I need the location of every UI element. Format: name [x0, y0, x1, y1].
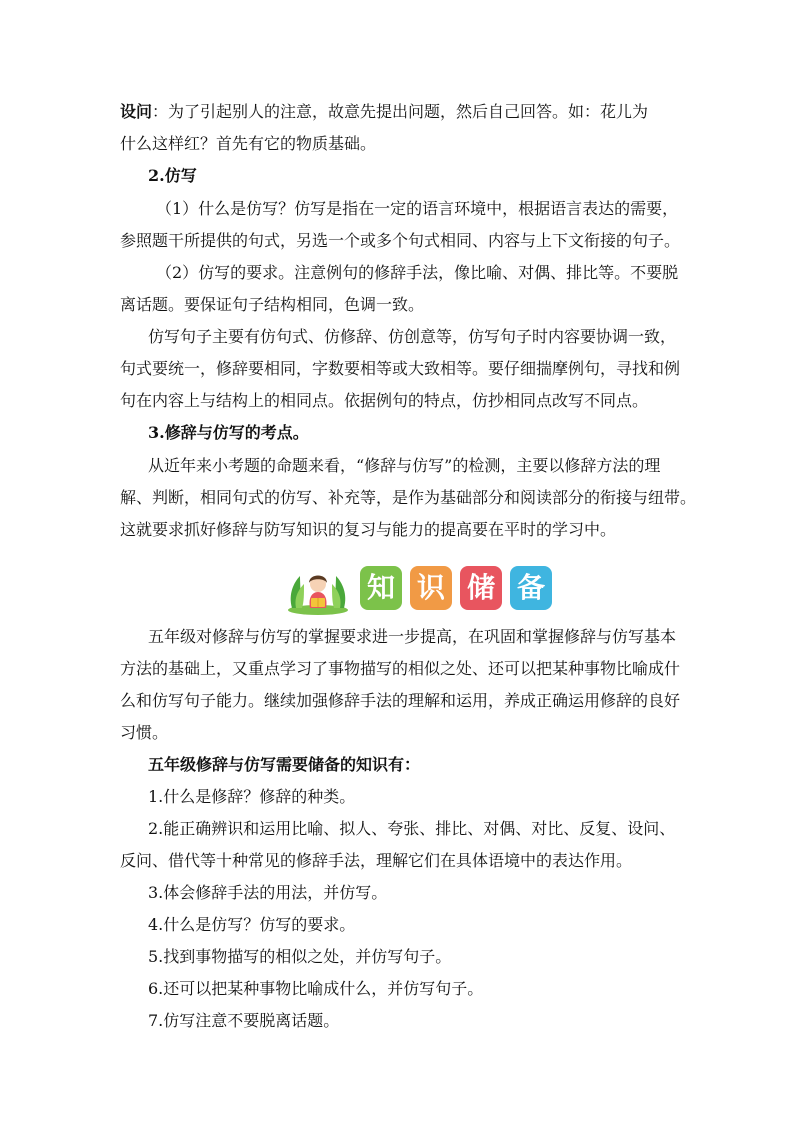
banner-char-tile-3: 储	[460, 566, 502, 610]
banner-char-tile-2: 识	[410, 566, 452, 610]
list-item-7: 7.仿写注意不要脱离话题。	[148, 1011, 340, 1030]
paragraph-grade5-line-1: 五年级对修辞与仿写的掌握要求进一步提高，在巩固和掌握修辞与仿写基本	[148, 627, 677, 646]
list-item-2-line-2: 反问、借代等十种常见的修辞手法，理解它们在具体语境中的表达作用。	[120, 851, 633, 870]
list-item-2-line-1: 2.能正确辨识和运用比喻、拟人、夸张、排比、对偶、对比、反复、设问、	[148, 819, 676, 838]
girl-reading-illustration-icon	[286, 564, 350, 616]
banner-char-tile-1: 知	[360, 566, 402, 610]
list-item-1: 1.什么是修辞？修辞的种类。	[148, 787, 356, 806]
paragraph-exam-points-line-3: 这就要求抓好修辞与防写知识的复习与能力的提高要在平时的学习中。	[120, 520, 617, 539]
paragraph-exam-points-line-2: 解、判断，相同句式的仿写、补充等，是作为基础部分和阅读部分的衔接与纽带。	[120, 488, 697, 507]
heading-exam-points: 3.修辞与仿写的考点。	[148, 423, 309, 442]
rhetorical-question-term: 设问	[120, 102, 153, 121]
knowledge-reserve-banner	[286, 562, 546, 618]
paragraph-imitation-types-line-1: 仿写句子主要有仿句式、仿修辞、仿创意等，仿写句子时内容要协调一致，	[148, 327, 677, 346]
paragraph-grade5-line-2: 方法的基础上，又重点学习了事物描写的相似之处、还可以把某种事物比喻成什	[120, 659, 681, 678]
list-item-3: 3.体会修辞手法的用法，并仿写。	[148, 883, 388, 902]
rhetorical-question-definition: ：为了引起别人的注意，故意先提出问题，然后自己回答。如：花儿为	[152, 102, 649, 121]
list-item-5: 5.找到事物描写的相似之处，并仿写句子。	[148, 947, 452, 966]
banner-char-tile-4: 备	[510, 566, 552, 610]
paragraph-grade5-line-4: 习惯。	[120, 723, 169, 742]
heading-imitation: 2.仿写	[148, 166, 197, 185]
paragraph-imitation-requirements-line-1: （2）仿写的要求。注意例句的修辞手法，像比喻、对偶、排比等。不要脱	[156, 263, 679, 282]
paragraph-exam-points-line-1: 从近年来小考题的命题来看，“修辞与仿写”的检测，主要以修辞方法的理	[148, 456, 661, 475]
rhetorical-question-line-1	[120, 101, 648, 123]
paragraph-grade5-line-3: 么和仿写句子能力。继续加强修辞手法的理解和运用，养成正确运用修辞的良好	[120, 691, 681, 710]
list-item-4: 4.什么是仿写？仿写的要求。	[148, 915, 356, 934]
paragraph-imitation-requirements-line-2: 离话题。要保证句子结构相同，色调一致。	[120, 295, 425, 314]
paragraph-what-is-imitation-line-1: （1）什么是仿写？仿写是指在一定的语言环境中，根据语言表达的需要，	[156, 199, 679, 218]
heading-knowledge-list: 五年级修辞与仿写需要储备的知识有：	[148, 755, 421, 774]
paragraph-imitation-types-line-3: 句在内容上与结构上的相同点。依据例句的特点，仿抄相同点改写不同点。	[120, 391, 649, 410]
paragraph-what-is-imitation-line-2: 参照题干所提供的句式，另选一个或多个句式相同、内容与上下文衔接的句子。	[120, 231, 681, 250]
list-item-6: 6.还可以把某种事物比喻成什么，并仿写句子。	[148, 979, 484, 998]
rhetorical-question-line-2: 什么这样红？首先有它的物质基础。	[120, 134, 377, 153]
paragraph-imitation-types-line-2: 句式要统一，修辞要相同，字数要相等或大致相等。要仔细揣摩例句，寻找和例	[120, 359, 681, 378]
